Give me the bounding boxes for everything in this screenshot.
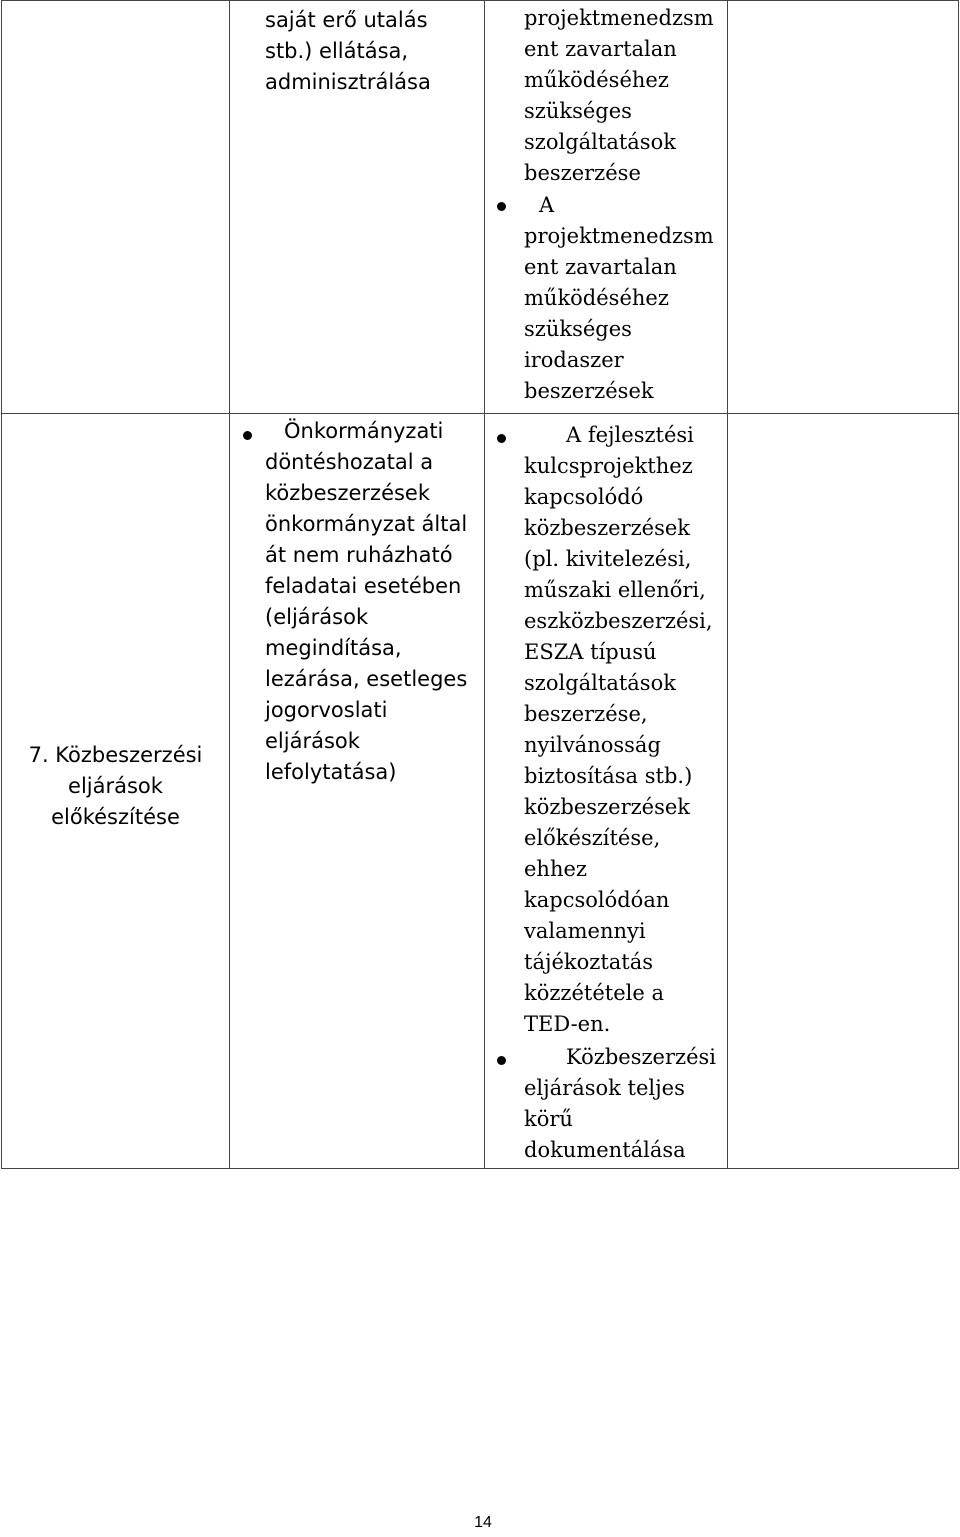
text-line: ent zavartalan bbox=[524, 37, 677, 61]
text-line: működéséhez bbox=[524, 286, 669, 310]
text-line: körű bbox=[524, 1107, 573, 1131]
text-line: szolgáltatások bbox=[524, 130, 676, 154]
list-item bbox=[524, 3, 727, 189]
text-line: lezárása, esetleges bbox=[265, 667, 468, 691]
bullet-icon bbox=[497, 1056, 506, 1065]
cell-activity-list bbox=[485, 1, 728, 414]
table-cell-empty bbox=[2, 1, 230, 414]
text-line: projektmenedzsm bbox=[524, 224, 714, 248]
table-cell-empty bbox=[728, 414, 959, 1169]
table-row bbox=[2, 414, 959, 1169]
text-line: irodaszer bbox=[524, 348, 624, 372]
text-line: stb.) ellátása, bbox=[265, 39, 409, 63]
cell-task-title bbox=[2, 414, 230, 1169]
text-line: tájékoztatás bbox=[524, 950, 654, 974]
text-line: saját erő utalás bbox=[265, 8, 428, 32]
text-line: dokumentálása bbox=[524, 1138, 686, 1162]
text-line: működéséhez bbox=[524, 68, 669, 92]
text-line: A bbox=[539, 193, 555, 217]
text-line: Önkormányzati bbox=[284, 419, 444, 443]
cell-activity-list bbox=[485, 414, 728, 1169]
bullet-icon bbox=[243, 431, 252, 440]
bullet-icon bbox=[497, 202, 506, 211]
text-line: beszerzések bbox=[524, 379, 654, 403]
text-line: önkormányzat által bbox=[265, 512, 468, 536]
text-line: (eljárások bbox=[265, 605, 369, 629]
text-line: ehhez bbox=[524, 857, 587, 881]
title-line: 7. Közbeszerzési bbox=[28, 743, 203, 767]
text-line: adminisztrálása bbox=[265, 70, 431, 94]
text-line: eljárások bbox=[265, 729, 360, 753]
text-line: közbeszerzések bbox=[524, 516, 691, 540]
text-line: közbeszerzések bbox=[265, 481, 431, 505]
text-line: közzététele a bbox=[524, 981, 664, 1005]
text-line: kulcsprojekthez bbox=[524, 454, 693, 478]
text-line: feladatai esetében bbox=[265, 574, 462, 598]
title-line: előkészítése bbox=[51, 805, 180, 829]
task-table bbox=[1, 0, 959, 1169]
text-line: kapcsolódó bbox=[524, 485, 644, 509]
text-line: ESZA típusú bbox=[524, 640, 657, 664]
cell-task-description bbox=[230, 414, 485, 1169]
text-line: nyilvánosság bbox=[524, 733, 661, 757]
text-line: át nem ruházható bbox=[265, 543, 453, 567]
list-item bbox=[265, 416, 484, 788]
text-line: lefolytatása) bbox=[265, 760, 397, 784]
text-line: beszerzése bbox=[524, 161, 641, 185]
text-line: jogorvoslati bbox=[265, 698, 388, 722]
list-item bbox=[524, 190, 727, 407]
title-line: eljárások bbox=[68, 774, 163, 798]
text-line: műszaki ellenőri, bbox=[524, 578, 706, 602]
text-line: (pl. kivitelezési, bbox=[524, 547, 692, 571]
text-line: projektmenedzsm bbox=[524, 6, 714, 30]
cell-task-continuation bbox=[230, 1, 485, 414]
list-item bbox=[524, 1042, 727, 1166]
text-line: szolgáltatások bbox=[524, 671, 676, 695]
bullet-icon bbox=[497, 434, 506, 443]
text-line: döntéshozatal a bbox=[265, 450, 434, 474]
text-line: szükséges bbox=[524, 317, 632, 341]
text-line: TED-en. bbox=[524, 1012, 611, 1036]
text-line: A fejlesztési bbox=[566, 423, 694, 447]
text-line: valamennyi bbox=[524, 919, 646, 943]
text-line: Közbeszerzési bbox=[566, 1045, 716, 1069]
page-number: 14 bbox=[474, 1514, 492, 1531]
table-cell-empty bbox=[728, 1, 959, 414]
task-title bbox=[2, 740, 229, 833]
text-line: beszerzése, bbox=[524, 702, 648, 726]
text-line: biztosítása stb.) bbox=[524, 764, 693, 788]
text-line: előkészítése, bbox=[524, 826, 661, 850]
text-line: eszközbeszerzési, bbox=[524, 609, 713, 633]
text-line: eljárások teljes bbox=[524, 1076, 685, 1100]
text-line: ent zavartalan bbox=[524, 255, 677, 279]
text-line: szükséges bbox=[524, 99, 632, 123]
text-line: megindítása, bbox=[265, 636, 402, 660]
text-line: közbeszerzések bbox=[524, 795, 691, 819]
text-line: kapcsolódóan bbox=[524, 888, 670, 912]
table-row bbox=[2, 1, 959, 414]
list-item bbox=[524, 420, 727, 1040]
